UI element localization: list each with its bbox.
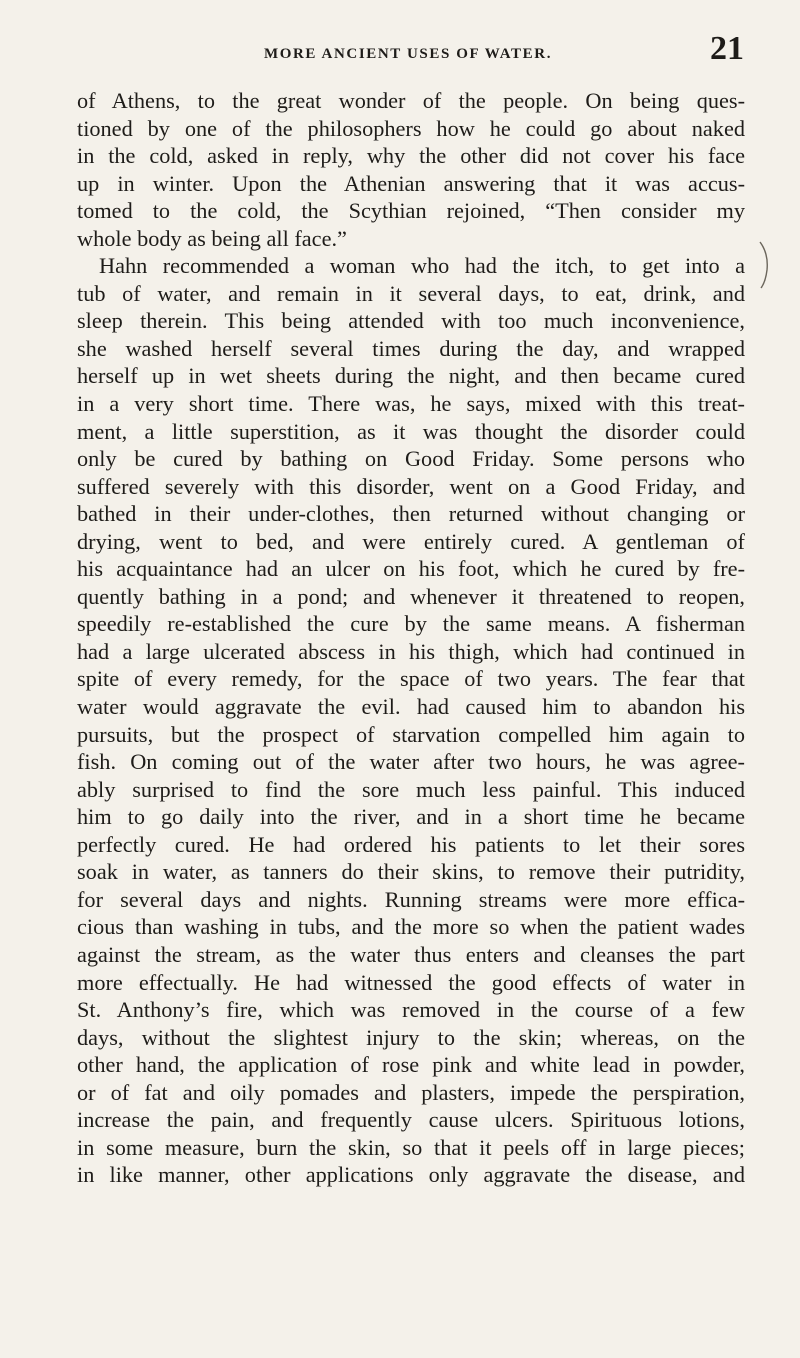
text-line: spite of every remedy, for the space of two years. The fear that [77,666,745,692]
text-line: only be cured by bathing on Good Friday. Some persons who [77,446,745,472]
text-line: other hand, the application of rose pink and white lead in powder, [77,1052,745,1078]
text-line: days, without the slightest injury to the skin; whereas, on the [77,1024,745,1050]
text-line: tub of water, and remain in it several days, to eat, drink, and [77,280,745,306]
text-line: for several days and nights. Running streams were more effica- [77,886,745,912]
text-line: water would aggravate the evil. had caused him to abandon his [77,694,745,720]
text-line: she washed herself several times during the day, and wrapped [77,335,745,361]
page-edge-mark [758,240,772,290]
running-title: MORE ANCIENT USES OF WATER. [263,46,553,62]
text-line: sleep therein. This being attended with too much inconvenience, [77,308,745,334]
text-line: in some measure, burn the skin, so that it peels off in large pieces; [77,1134,745,1160]
text-line: increase the pain, and frequently cause ulcers. Spirituous lotions, [77,1107,745,1133]
text-line: him to go daily into the river, and in a short time he became [77,804,745,830]
text-line: suffered severely with this disorder, went on a Good Friday, and [77,473,745,499]
text-line: ably surprised to find the sore much less painful. This induced [77,776,745,802]
text-line: his acquaintance had an ulcer on his foot, which he cured by fre- [77,556,745,582]
text-line: in like manner, other applications only aggravate the disease, and [77,1162,745,1188]
text-line: tioned by one of the philosophers how he could go about naked [77,115,745,141]
text-line: pursuits, but the prospect of starvation compelled him again to [77,721,745,747]
text-line: soak in water, as tanners do their skins, to remove their putridity, [77,859,745,885]
text-line: speedily re-established the cure by the same means. A fisherman [77,611,745,637]
text-line: St. Anthony’s fire, which was removed in the course of a few [77,997,745,1023]
text-line: perfectly cured. He had ordered his patients to let their sores [77,831,745,857]
text-line: herself up in wet sheets during the night, and then became cured [77,363,745,389]
running-head [72,30,744,70]
text-line: in a very short time. There was, he says, mixed with this treat- [77,391,745,417]
text-line: drying, went to bed, and were entirely cured. A gentleman of [77,528,745,554]
text-line: fish. On coming out of the water after two hours, he was agree- [77,749,745,775]
text-line: up in winter. Upon the Athenian answering that it was accus- [77,170,745,196]
text-line: or of fat and oily pomades and plasters, impede the perspiration, [77,1079,745,1105]
text-line: bathed in their under-clothes, then returned without changing or [77,501,745,527]
text-line: in the cold, asked in reply, why the other did not cover his face [77,143,745,169]
body-text [77,87,745,1189]
text-line: ment, a little superstition, as it was thought the disorder could [77,418,745,444]
text-line: against the stream, as the water thus enters and cleanses the part [77,941,745,967]
text-line: of Athens, to the great wonder of the people. On being ques- [77,88,745,113]
text-line: more effectually. He had witnessed the good effects of water in [77,969,745,995]
text-line: cious than washing in tubs, and the more so when the patient wades [77,914,745,940]
text-line: had a large ulcerated abscess in his thigh, which had continued in [77,638,745,664]
page-number: 21 [710,30,744,67]
text-line: Hahn recommended a woman who had the itch, to get into a [99,253,745,279]
text-line: whole body as being all face.” [77,225,347,251]
text-line: quently bathing in a pond; and whenever it threatened to reopen, [77,583,745,609]
text-line: tomed to the cold, the Scythian rejoined, “Then consider my [77,198,745,224]
